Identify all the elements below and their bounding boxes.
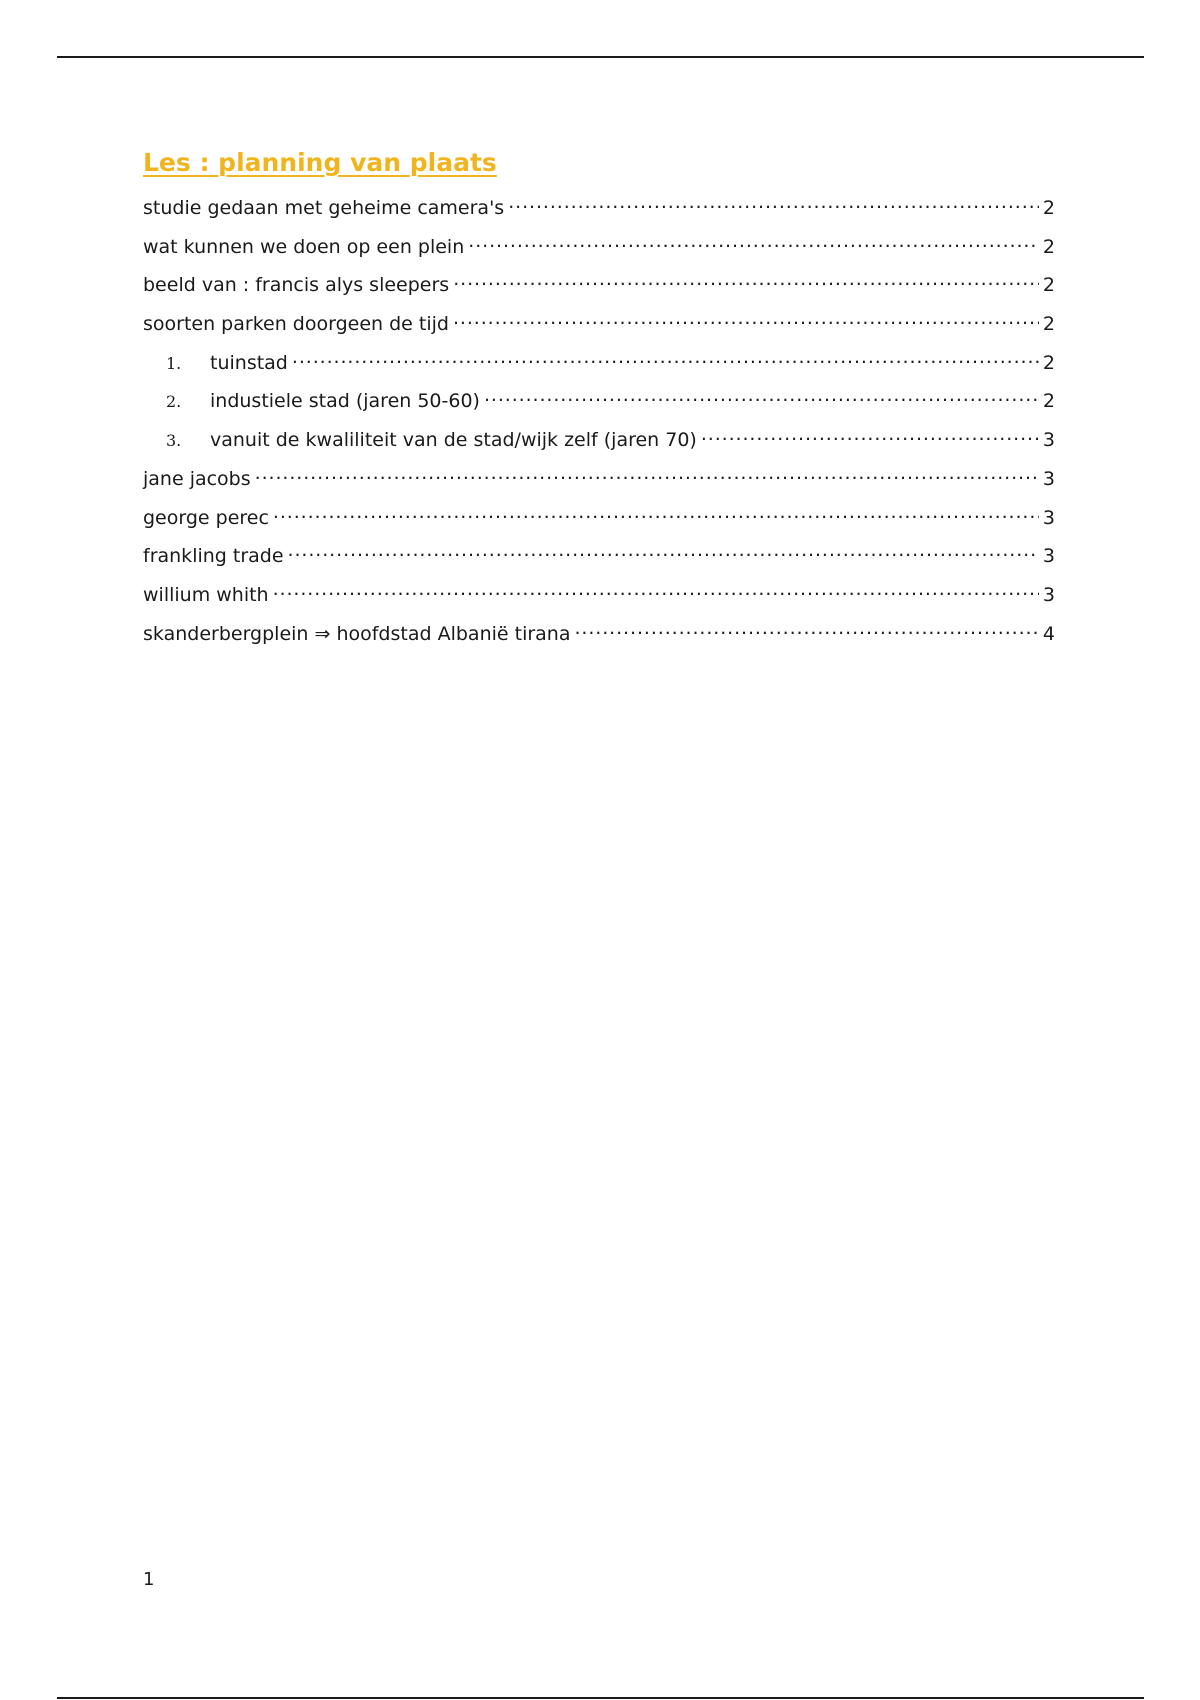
toc-entry-text: george perec — [143, 506, 269, 529]
toc-entry[interactable] — [143, 422, 1055, 461]
toc-entry-page: 3 — [1042, 545, 1055, 568]
toc-entry[interactable] — [143, 500, 1055, 539]
toc-entry[interactable] — [143, 383, 1055, 422]
toc-dot-leader — [255, 461, 1039, 485]
toc-dot-leader — [292, 345, 1039, 369]
toc-entry[interactable] — [143, 577, 1055, 616]
toc-entry-page: 2 — [1042, 390, 1055, 413]
toc-dot-leader — [288, 538, 1039, 562]
toc-entry-text: vanuit de kwaliliteit van de stad/wijk zelf (jaren 70) — [210, 429, 697, 452]
toc-dot-leader — [273, 577, 1039, 601]
toc-entry-text: skanderbergplein ⇒ hoofdstad Albanië tirana — [143, 622, 571, 645]
toc-entry-text: willium whith — [143, 583, 269, 606]
toc-dot-leader — [484, 383, 1039, 407]
toc-dot-leader — [273, 500, 1039, 524]
toc-dot-leader — [453, 306, 1039, 330]
toc-entry-number: 2. — [166, 392, 182, 412]
toc-entry-page: 2 — [1042, 197, 1055, 219]
toc-dot-leader — [508, 190, 1039, 214]
toc-entry-page: 2 — [1042, 313, 1055, 336]
toc-dot-leader — [468, 229, 1039, 253]
toc-title: Les : planning van plaats — [143, 148, 497, 177]
toc-dot-leader — [701, 422, 1039, 446]
toc-entry-text: studie gedaan met geheime camera's — [143, 197, 505, 219]
toc-entry[interactable] — [143, 306, 1055, 345]
toc-entry-text: jane jacobs — [143, 467, 251, 490]
toc-entry-text: tuinstad — [210, 351, 288, 374]
toc-entry[interactable] — [143, 345, 1055, 384]
toc-entry[interactable] — [143, 190, 1055, 229]
toc-entry-page: 2 — [1042, 235, 1055, 258]
toc-entry-number: 3. — [166, 431, 182, 451]
table-of-contents — [143, 146, 1055, 654]
toc-list — [143, 190, 1055, 654]
toc-entry-page: 3 — [1042, 429, 1055, 452]
toc-entry[interactable] — [143, 538, 1055, 577]
toc-dot-leader — [453, 267, 1039, 291]
toc-dot-leader — [574, 616, 1038, 640]
toc-entry-page: 3 — [1042, 467, 1055, 490]
toc-entry-page: 3 — [1042, 506, 1055, 529]
toc-entry[interactable] — [143, 267, 1055, 306]
toc-entry-text: beeld van : francis alys sleepers — [143, 274, 450, 297]
toc-entry-page: 2 — [1042, 274, 1055, 297]
toc-entry-text: wat kunnen we doen op een plein — [143, 235, 465, 258]
toc-entry-text: frankling trade — [143, 545, 284, 568]
footer-rule — [57, 1697, 1144, 1699]
header-rule — [57, 56, 1144, 58]
toc-entry-text: soorten parken doorgeen de tijd — [143, 313, 449, 336]
toc-entry[interactable] — [143, 229, 1055, 268]
toc-entry-page: 3 — [1042, 583, 1055, 606]
toc-entry[interactable] — [143, 461, 1055, 500]
page-number: 1 — [143, 1569, 155, 1590]
toc-entry-text: industiele stad (jaren 50-60) — [210, 390, 480, 413]
toc-entry-page: 4 — [1042, 622, 1055, 645]
toc-entry-page: 2 — [1042, 351, 1055, 374]
toc-entry[interactable] — [143, 616, 1055, 655]
toc-entry-number: 1. — [166, 353, 182, 373]
